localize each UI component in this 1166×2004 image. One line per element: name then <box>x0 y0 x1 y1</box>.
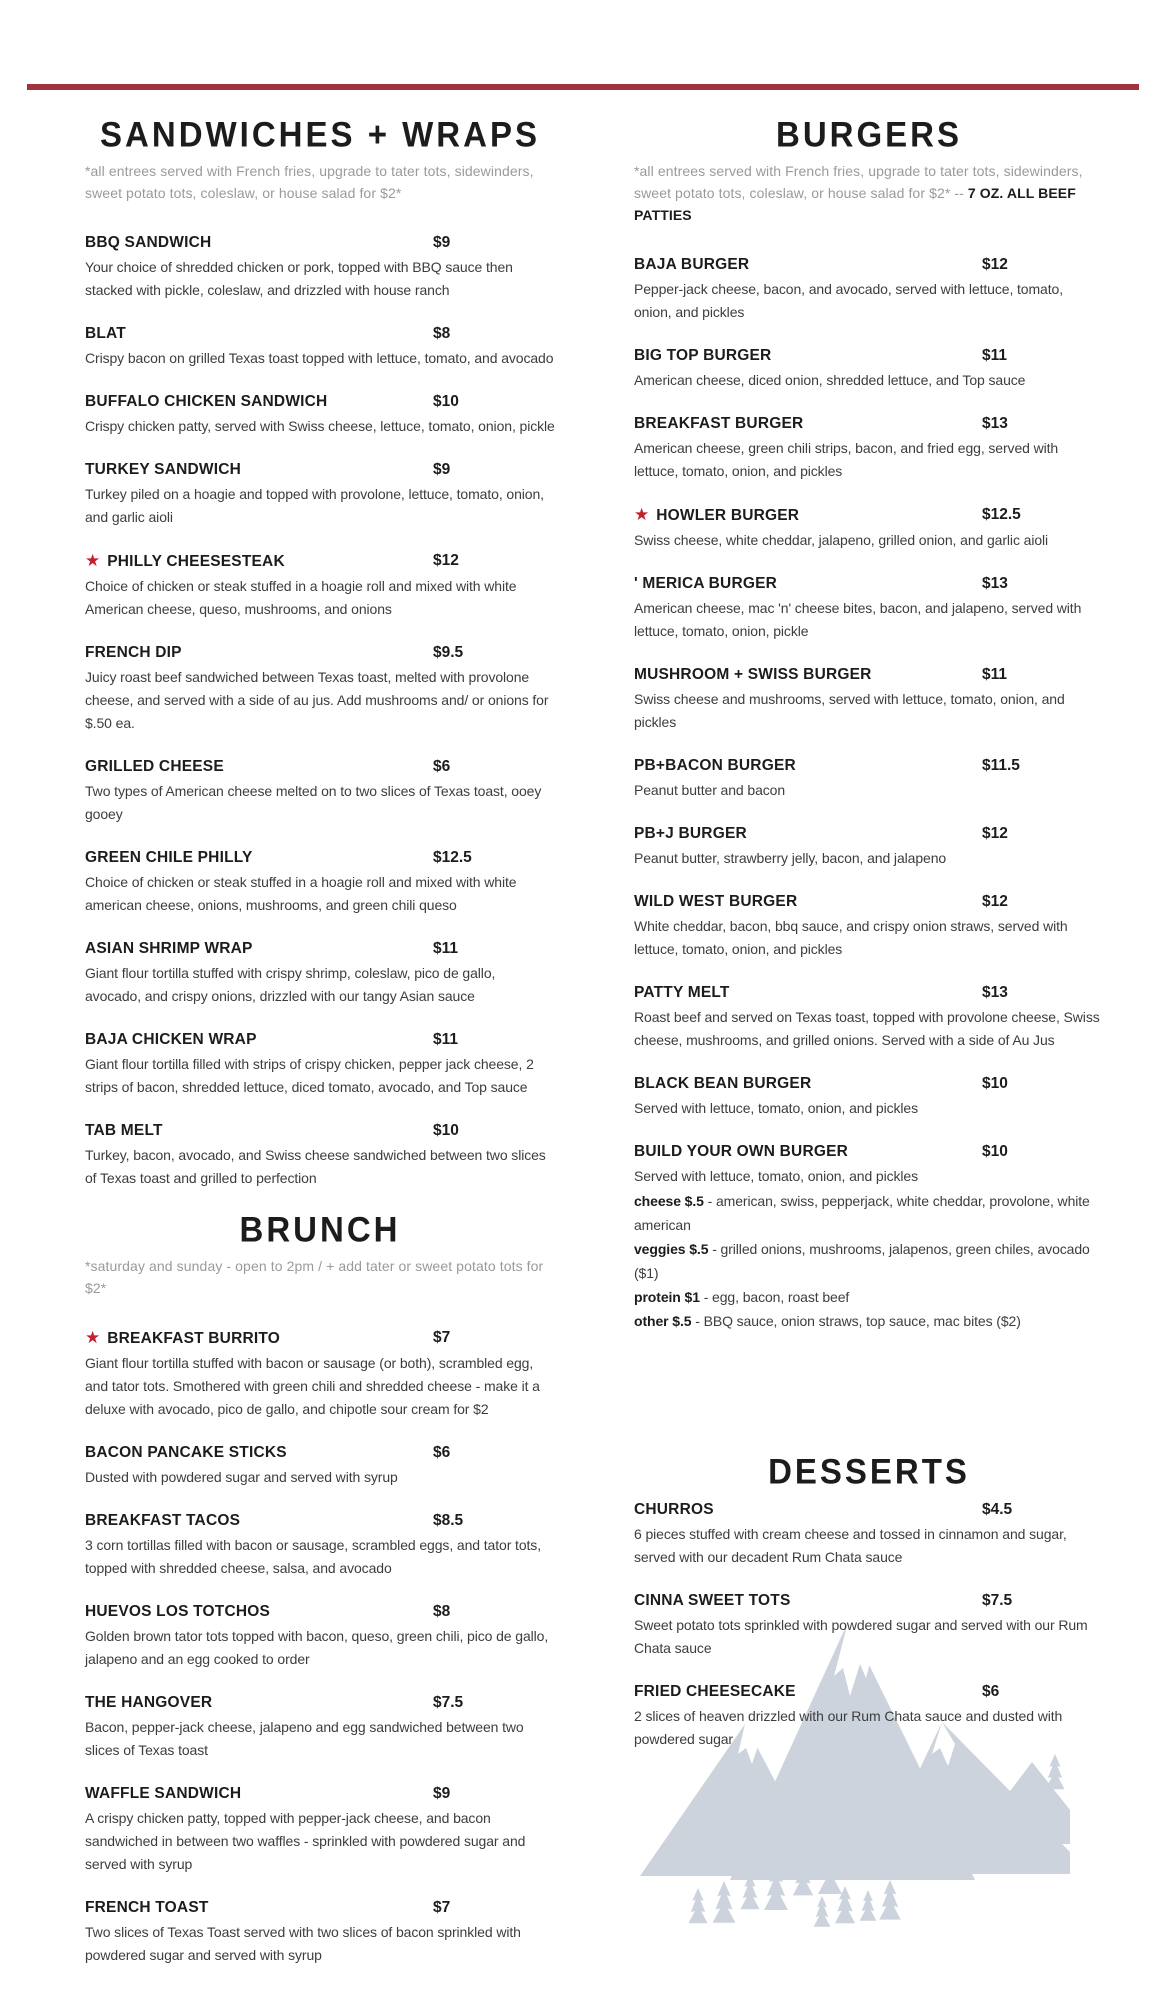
menu-item <box>634 252 1104 324</box>
item-header <box>85 640 555 666</box>
item-header <box>634 252 1104 278</box>
star-icon <box>85 553 107 570</box>
item-name: WILD WEST BURGER <box>634 893 798 910</box>
item-header <box>634 980 1104 1006</box>
item-header <box>634 821 1104 847</box>
item-price: $10 <box>982 1143 1008 1160</box>
item-price: $11 <box>433 1031 459 1048</box>
menu-item <box>85 1325 555 1421</box>
section-subtitle-text: *all entrees served with French fries, upgrade to tater tots, sidewinders, sweet potato tots, coleslaw, or house salad for $2* -- <box>634 163 1083 201</box>
item-price: $9 <box>433 234 451 251</box>
item-description: 2 slices of heaven drizzled with our Rum Chata sauce and dusted with powdered sugar <box>634 1708 1063 1747</box>
item-price: $9 <box>433 461 451 478</box>
item-description: Swiss cheese and mushrooms, served with lettuce, tomato, onion, and pickles <box>634 691 1065 730</box>
item-price: $7.5 <box>982 1592 1013 1609</box>
option-label: cheese $.5 <box>634 1193 704 1209</box>
item-description: Giant flour tortilla stuffed with crispy shrimp, coleslaw, pico de gallo, avocado, and crispy onions, drizzled with our tangy Asian sauce <box>85 965 496 1004</box>
item-price: $12 <box>982 893 1008 910</box>
section-sandwiches-wraps <box>85 114 555 1190</box>
item-description: Giant flour tortilla filled with strips of crispy chicken, pepper jack cheese, 2 strips of bacon, shredded lettuce, diced tomato, avocado, and Top sauce <box>85 1056 534 1095</box>
item-header <box>85 1781 555 1807</box>
item-description: Two types of American cheese melted on to two slices of Texas toast, ooey gooey <box>85 783 542 822</box>
section-subtitle-text: *all entrees served with French fries, upgrade to tater tots, sidewinders, sweet potato tots, coleslaw, or house salad for $2* <box>85 163 534 201</box>
star-icon <box>85 1330 107 1347</box>
item-name: HOWLER BURGER <box>656 507 800 524</box>
item-name: PATTY MELT <box>634 984 730 1001</box>
item-description: Served with lettuce, tomato, onion, and pickles <box>634 1168 919 1184</box>
item-price: $10 <box>982 1075 1008 1092</box>
item-price: $7 <box>433 1899 451 1916</box>
item-header <box>85 936 555 962</box>
item-description: Your choice of shredded chicken or pork, topped with BBQ sauce then stacked with pickle, coleslaw, and drizzled with house ranch <box>85 259 513 298</box>
item-description: Giant flour tortilla stuffed with bacon or sausage (or both), scrambled egg, and tator tots. Smothered with green chili and shredded cheese - make it a deluxe with avocado, pico de gallo, and chipotle sour cream for $2 <box>85 1355 540 1417</box>
section-brunch <box>85 1209 555 1967</box>
item-header <box>634 571 1104 597</box>
menu-item <box>634 343 1104 392</box>
item-price: $7 <box>433 1329 451 1346</box>
item-price: $11.5 <box>982 757 1020 774</box>
item-description: Sweet potato tots sprinkled with powdered sugar and served with our Rum Chata sauce <box>634 1617 1088 1656</box>
item-price: $10 <box>433 1122 459 1139</box>
item-name: BREAKFAST BURGER <box>634 415 804 432</box>
item-header <box>85 1325 555 1352</box>
menu-item <box>85 1440 555 1489</box>
menu-item <box>634 411 1104 483</box>
right-column <box>634 114 1104 1986</box>
item-name: THE HANGOVER <box>85 1694 213 1711</box>
item-header <box>85 845 555 871</box>
item-header <box>634 1588 1104 1614</box>
item-name: GREEN CHILE PHILLY <box>85 849 253 866</box>
section-subtitle-bold-text: 7 OZ. ALL BEEF PATTIES <box>634 185 1076 223</box>
option-text: - american, swiss, pepperjack, white cheddar, provolone, white american <box>634 1193 1090 1233</box>
item-header <box>634 1497 1104 1523</box>
item-header <box>85 1895 555 1921</box>
menu-item <box>634 1497 1104 1569</box>
item-name: BREAKFAST BURRITO <box>107 1330 281 1347</box>
item-option <box>634 1189 1104 1237</box>
menu-item <box>634 753 1104 802</box>
item-price: $11 <box>982 666 1008 683</box>
item-option <box>634 1309 1104 1333</box>
menu-item <box>85 1895 555 1967</box>
left-column <box>85 114 555 1986</box>
option-text: - egg, bacon, roast beef <box>703 1289 850 1305</box>
item-name: BBQ SANDWICH <box>85 234 212 251</box>
item-description: Swiss cheese, white cheddar, jalapeno, grilled onion, and garlic aioli <box>634 532 1049 548</box>
item-price: $12 <box>982 825 1008 842</box>
menu-item <box>85 1781 555 1876</box>
item-description: A crispy chicken patty, topped with pepper-jack cheese, and bacon sandwiched in between two waffles - sprinkled with powdered sugar and served with syrup <box>85 1810 526 1872</box>
menu-item <box>634 889 1104 961</box>
item-name: PB+BACON BURGER <box>634 757 796 774</box>
item-header <box>85 1508 555 1534</box>
item-price: $8 <box>433 1603 451 1620</box>
item-name: PHILLY CHEESESTEAK <box>107 553 285 570</box>
item-header <box>85 1440 555 1466</box>
item-price: $13 <box>982 415 1008 432</box>
section-subtitle <box>85 1255 555 1299</box>
option-label: protein $1 <box>634 1289 700 1305</box>
item-header <box>85 321 555 347</box>
item-name: ' MERICA BURGER <box>634 575 778 592</box>
item-price: $13 <box>982 575 1008 592</box>
menu-item <box>85 389 555 438</box>
menu-item <box>85 1690 555 1762</box>
item-name: BREAKFAST TACOS <box>85 1512 241 1529</box>
item-description: Turkey, bacon, avocado, and Swiss cheese sandwiched between two slices of Texas toast and grilled to perfection <box>85 1147 546 1186</box>
item-header <box>634 343 1104 369</box>
item-name: HUEVOS LOS TOTCHOS <box>85 1603 271 1620</box>
item-price: $12 <box>982 256 1008 273</box>
star-icon <box>634 507 656 524</box>
item-description: Choice of chicken or steak stuffed in a hoagie roll and mixed with white American cheese, queso, mushrooms, and onions <box>85 578 517 617</box>
item-price: $11 <box>982 347 1008 364</box>
section-subtitle-text: *saturday and sunday - open to 2pm / + add tater or sweet potato tots for $2* <box>85 1258 544 1296</box>
option-text: - BBQ sauce, onion straws, top sauce, mac bites ($2) <box>695 1313 1021 1329</box>
option-text: - grilled onions, mushrooms, jalapenos, green chiles, avocado ($1) <box>634 1241 1090 1281</box>
item-description: Turkey piled on a hoagie and topped with provolone, lettuce, tomato, onion, and garlic aioli <box>85 486 544 525</box>
item-name: BAJA BURGER <box>634 256 750 273</box>
menu-item <box>85 640 555 735</box>
item-description: American cheese, diced onion, shredded lettuce, and Top sauce <box>634 372 1026 388</box>
section-title-burgers: BURGERS <box>775 114 963 154</box>
menu-item <box>634 662 1104 734</box>
item-name: PB+J BURGER <box>634 825 747 842</box>
item-price: $9.5 <box>433 644 464 661</box>
item-description: Dusted with powdered sugar and served with syrup <box>85 1469 398 1485</box>
menu-page <box>0 90 1166 1986</box>
menu-item <box>85 1599 555 1671</box>
item-header <box>85 389 555 415</box>
item-price: $13 <box>982 984 1008 1001</box>
item-header <box>634 1071 1104 1097</box>
item-price: $12 <box>433 552 459 569</box>
menu-item <box>634 571 1104 643</box>
item-price: $8.5 <box>433 1512 464 1529</box>
item-name: ASIAN SHRIMP WRAP <box>85 940 253 957</box>
menu-item <box>634 1679 1104 1751</box>
menu-item <box>85 1027 555 1099</box>
item-price: $12.5 <box>982 506 1021 523</box>
item-option <box>634 1285 1104 1309</box>
item-name: BUILD YOUR OWN BURGER <box>634 1143 849 1160</box>
item-price: $11 <box>433 940 459 957</box>
item-description: American cheese, green chili strips, bacon, and fried egg, served with lettuce, tomato, onion, and pickles <box>634 440 1059 479</box>
item-description: Bacon, pepper-jack cheese, jalapeno and egg sandwiched between two slices of Texas toast <box>85 1719 524 1758</box>
item-option <box>634 1237 1104 1285</box>
item-description: American cheese, mac 'n' cheese bites, bacon, and jalapeno, served with lettuce, tomato, onion, pickle <box>634 600 1082 639</box>
option-label: other $.5 <box>634 1313 692 1329</box>
item-description: 3 corn tortillas filled with bacon or sausage, scrambled eggs, and tator tots, topped with shredded cheese, salsa, and avocado <box>85 1537 541 1576</box>
item-header <box>85 1690 555 1716</box>
item-name: TAB MELT <box>85 1122 163 1139</box>
item-description: Peanut butter, strawberry jelly, bacon, and jalapeno <box>634 850 947 866</box>
item-name: BLACK BEAN BURGER <box>634 1075 812 1092</box>
item-description: Two slices of Texas Toast served with two slices of bacon sprinkled with powdered sugar and served with syrup <box>85 1924 521 1963</box>
item-price: $10 <box>433 393 459 410</box>
item-description: Golden brown tator tots topped with bacon, queso, green chili, pico de gallo, jalapeno and an egg cooked to order <box>85 1628 549 1667</box>
item-price: $7.5 <box>433 1694 464 1711</box>
item-price: $12.5 <box>433 849 472 866</box>
menu-item <box>85 548 555 621</box>
menu-item <box>634 821 1104 870</box>
item-price: $6 <box>982 1683 1000 1700</box>
item-name: BAJA CHICKEN WRAP <box>85 1031 257 1048</box>
menu-item <box>634 1071 1104 1120</box>
item-description: Roast beef and served on Texas toast, topped with provolone cheese, Swiss cheese, mushrooms, and grilled onions. Served with a side of Au Jus <box>634 1009 1100 1048</box>
item-name: BIG TOP BURGER <box>634 347 772 364</box>
item-price: $9 <box>433 1785 451 1802</box>
item-name: WAFFLE SANDWICH <box>85 1785 242 1802</box>
section-subtitle <box>85 160 555 204</box>
item-header <box>634 662 1104 688</box>
menu-item <box>85 754 555 826</box>
section-subtitle <box>634 160 1104 226</box>
item-name: FRENCH TOAST <box>85 1899 209 1916</box>
item-description: Choice of chicken or steak stuffed in a hoagie roll and mixed with white american cheese, onions, mushrooms, and green chili queso <box>85 874 517 913</box>
item-header <box>85 754 555 780</box>
item-name: BLAT <box>85 325 126 342</box>
menu-item <box>634 980 1104 1052</box>
item-description: Peanut butter and bacon <box>634 782 786 798</box>
item-description: White cheddar, bacon, bbq sauce, and crispy onion straws, served with lettuce, tomato, onion, and pickles <box>634 918 1068 957</box>
menu-item <box>85 1508 555 1580</box>
menu-item <box>85 457 555 529</box>
item-header <box>634 411 1104 437</box>
item-header <box>634 889 1104 915</box>
section-title-brunch: BRUNCH <box>239 1209 401 1249</box>
menu-item <box>85 1118 555 1190</box>
item-name: FRENCH DIP <box>85 644 182 661</box>
menu-item <box>85 845 555 917</box>
item-header <box>634 753 1104 779</box>
item-price: $6 <box>433 758 451 775</box>
menu-item <box>634 1139 1104 1333</box>
menu-item <box>634 1588 1104 1660</box>
item-header <box>85 1027 555 1053</box>
item-price: $6 <box>433 1444 451 1461</box>
item-options <box>634 1189 1104 1333</box>
item-name: MUSHROOM + SWISS BURGER <box>634 666 872 683</box>
item-header <box>634 1139 1104 1165</box>
item-header <box>634 1679 1104 1705</box>
item-header <box>85 1118 555 1144</box>
item-name: GRILLED CHEESE <box>85 758 224 775</box>
section-title-desserts: DESSERTS <box>768 1451 970 1491</box>
item-description: Juicy roast beef sandwiched between Texas toast, melted with provolone cheese, and served with a side of au jus. Add mushrooms and/ or onions for $.50 ea. <box>85 669 549 731</box>
item-name: CINNA SWEET TOTS <box>634 1592 791 1609</box>
item-header <box>85 548 555 575</box>
menu-item <box>85 230 555 302</box>
item-description: Pepper-jack cheese, bacon, and avocado, served with lettuce, tomato, onion, and pickles <box>634 281 1064 320</box>
item-header <box>85 230 555 256</box>
item-header <box>85 1599 555 1625</box>
item-description: 6 pieces stuffed with cream cheese and tossed in cinnamon and sugar, served with our decadent Rum Chata sauce <box>634 1526 1067 1565</box>
item-name: BACON PANCAKE STICKS <box>85 1444 287 1461</box>
option-label: veggies $.5 <box>634 1241 709 1257</box>
item-header <box>634 502 1104 529</box>
item-name: CHURROS <box>634 1501 714 1518</box>
item-price: $8 <box>433 325 451 342</box>
section-burgers <box>634 114 1104 1333</box>
section-title-sandwiches-wraps: SANDWICHES + WRAPS <box>100 114 540 154</box>
menu-item <box>85 936 555 1008</box>
item-name: BUFFALO CHICKEN SANDWICH <box>85 393 328 410</box>
menu-item <box>85 321 555 370</box>
item-header <box>85 457 555 483</box>
item-description: Served with lettuce, tomato, onion, and pickles <box>634 1100 919 1116</box>
item-description: Crispy chicken patty, served with Swiss cheese, lettuce, tomato, onion, pickle <box>85 418 555 434</box>
section-desserts <box>634 1451 1104 1751</box>
item-name: FRIED CHEESECAKE <box>634 1683 796 1700</box>
menu-item <box>634 502 1104 552</box>
item-price: $4.5 <box>982 1501 1013 1518</box>
item-description: Crispy bacon on grilled Texas toast topped with lettuce, tomato, and avocado <box>85 350 554 366</box>
item-name: TURKEY SANDWICH <box>85 461 241 478</box>
